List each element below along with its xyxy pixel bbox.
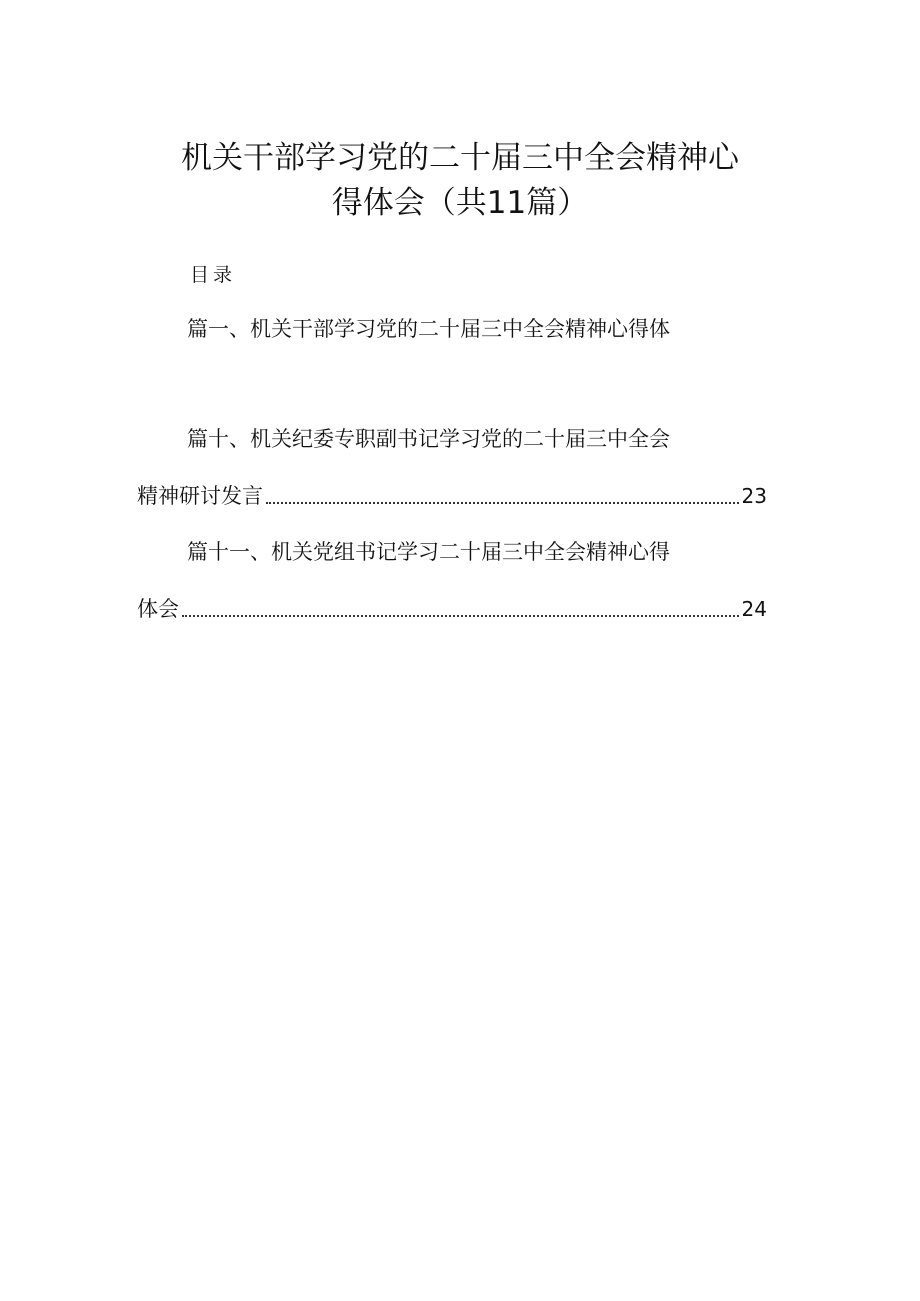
document-title-line-2: 得体会（共11篇）	[331, 185, 589, 221]
toc-dot-leader	[266, 501, 739, 504]
toc-entry-11-page-number: 24	[741, 597, 767, 621]
toc-entry-10-title[interactable]: 篇十、机关纪委专职副书记学习党的二十届三中全会	[187, 427, 670, 451]
toc-entry-11-title-continued: 体会	[137, 597, 179, 621]
toc-entry-10-page-number: 23	[741, 484, 767, 508]
toc-entry-10-leader-line[interactable]	[137, 481, 767, 511]
document-title-line-1: 机关干部学习党的二十届三中全会精神心	[181, 140, 739, 176]
toc-entry-10-title-continued: 精神研讨发言	[137, 484, 263, 508]
toc-dot-leader	[182, 614, 739, 617]
toc-entry-11-leader-line[interactable]	[137, 594, 767, 624]
toc-heading: 目录	[190, 264, 237, 286]
toc-entry-1-title[interactable]: 篇一、机关干部学习党的二十届三中全会精神心得体	[187, 317, 670, 341]
toc-entry-11-title[interactable]: 篇十一、机关党组书记学习二十届三中全会精神心得	[187, 540, 670, 564]
